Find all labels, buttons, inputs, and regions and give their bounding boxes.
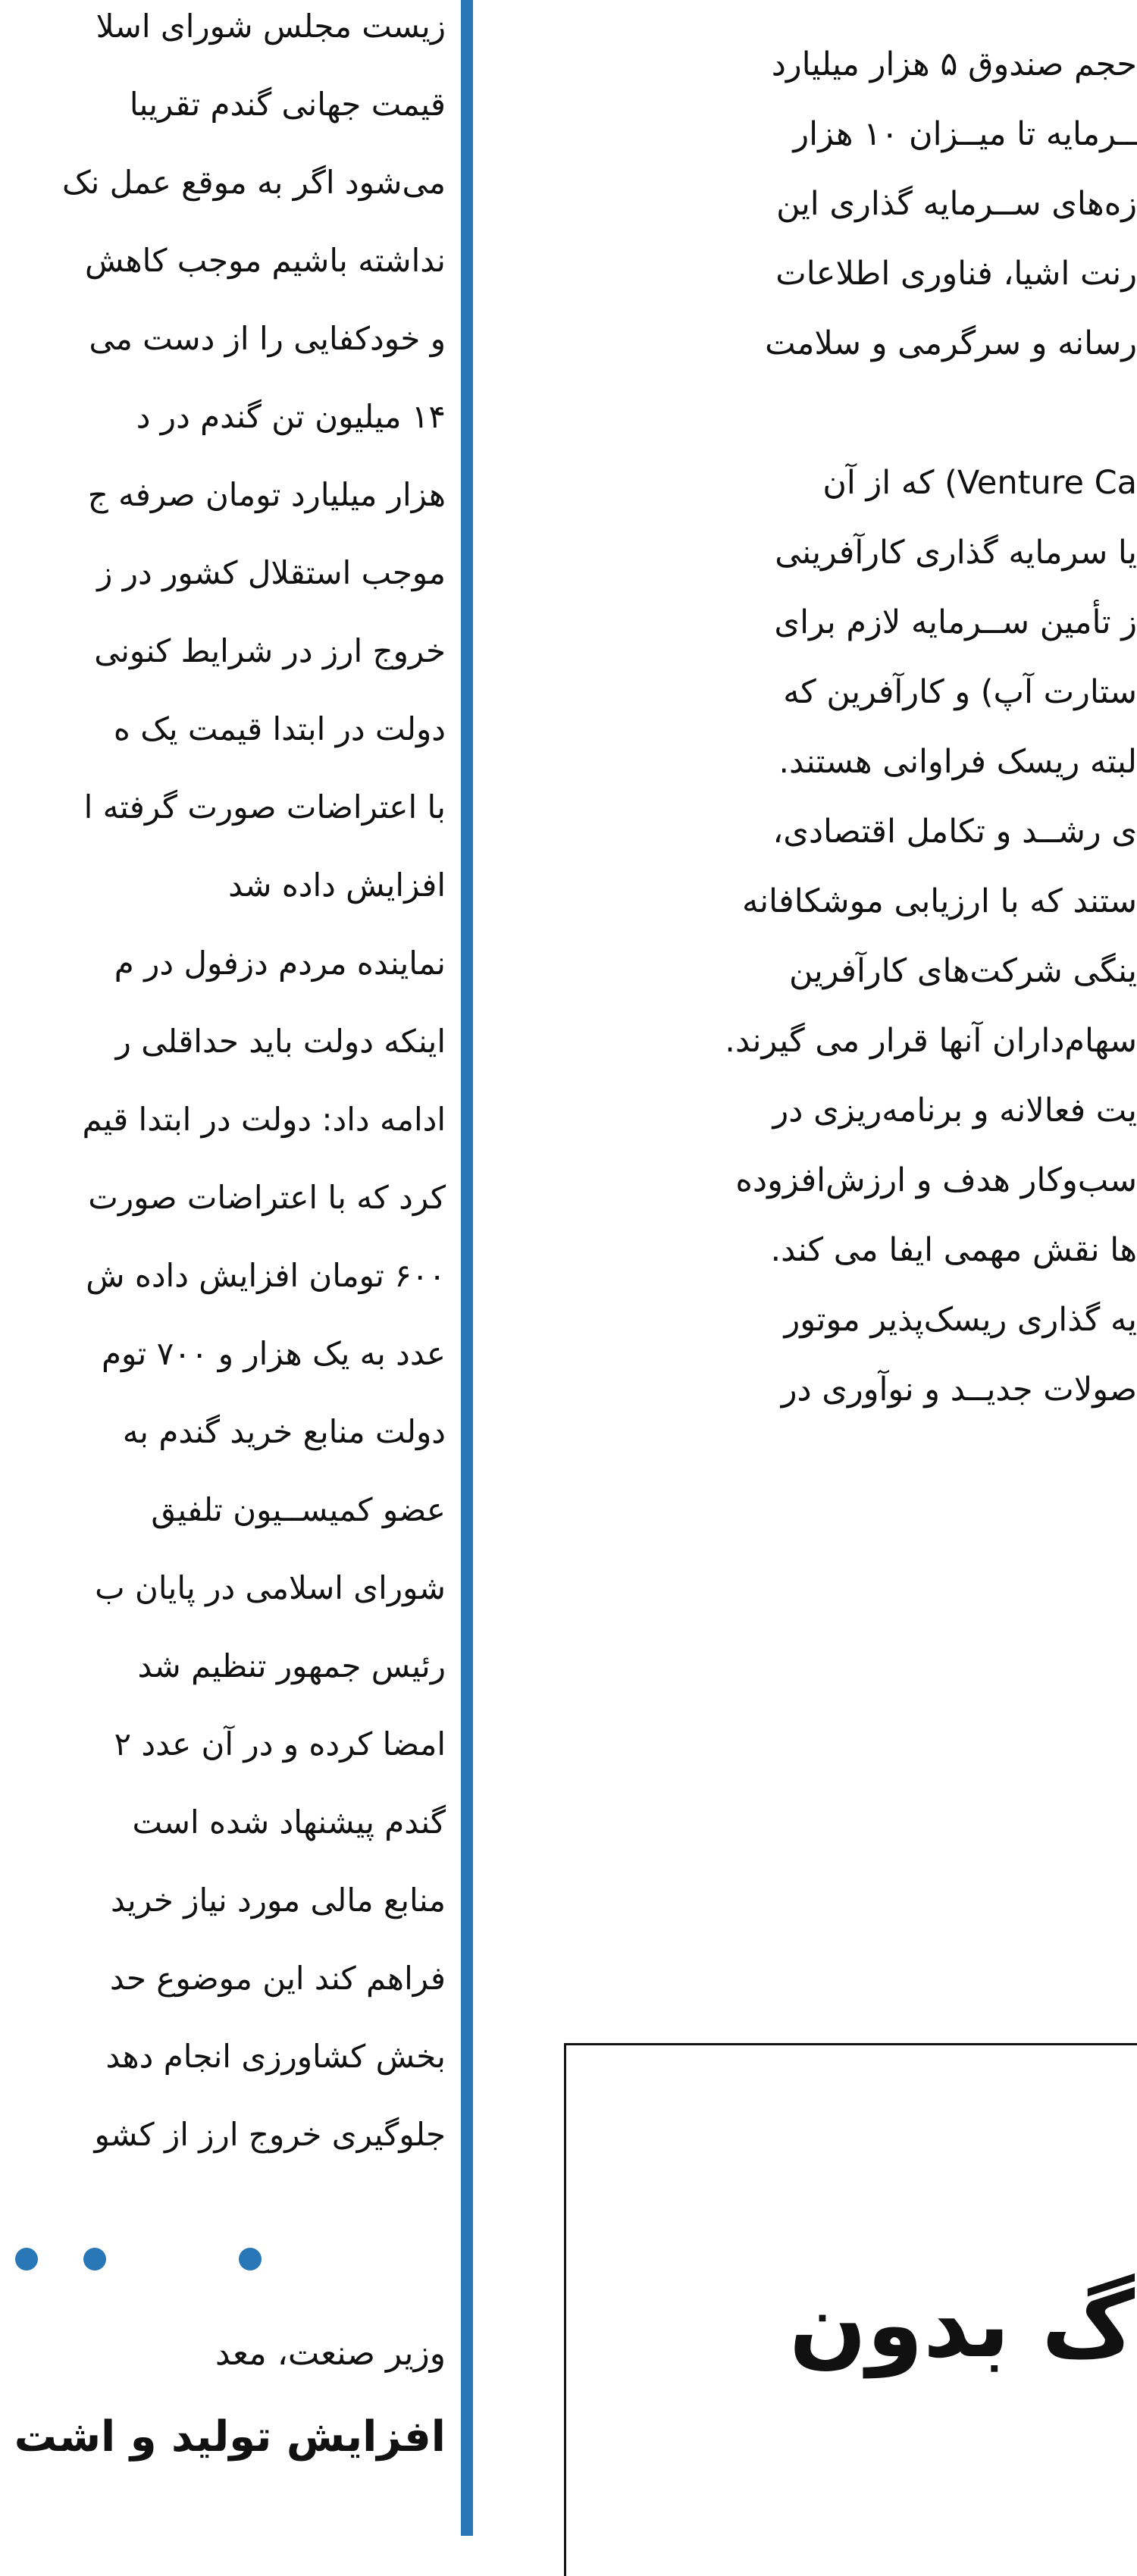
text-line: ی رشــد و تکامل اقتصادی، <box>772 813 1137 851</box>
text-line: ادامه داد: دولت در ابتدا قیم <box>82 1101 446 1138</box>
ad-title: گ بدون <box>788 2273 1135 2378</box>
text-line: رسانه و سرگرمی و سلامت <box>765 324 1137 362</box>
text-line: کرد که با اعتراضات صورت <box>88 1179 446 1216</box>
news-subhead: وزیر صنعت، معد <box>215 2334 446 2373</box>
text-line: امضا کرده و در آن عدد ۲ <box>114 1725 446 1763</box>
text-line: سهام‌داران آنها قرار می گیرند. <box>725 1022 1137 1060</box>
text-line: با اعتراضات صورت گرفته ا <box>83 788 446 826</box>
text-line: حجم صندوق ۵ هزار میلیارد <box>771 45 1137 83</box>
text-line: صولات جدیــد و نوآوری در <box>781 1371 1137 1409</box>
text-line: ستند که با ارزیابی موشکافانه <box>742 882 1137 920</box>
separator-dot <box>239 2248 262 2270</box>
text-line: گندم پیشنهاد شده است <box>132 1804 446 1841</box>
text-line: و خودکفایی را از دست می <box>89 320 446 357</box>
text-line: ستارت آپ) و کارآفرین که <box>783 673 1137 711</box>
text-line: هزار میلیارد تومان صرفه ج <box>87 476 446 513</box>
text-line: عضو کمیســیون تلفیق <box>151 1491 446 1528</box>
text-line: دولت در ابتدا قیمت یک ه <box>113 710 446 747</box>
text-line: خروج ارز در شرایط کنونی <box>94 632 446 669</box>
separator-dots <box>0 2248 446 2293</box>
text-line: عدد به یک هزار و ۷۰۰ توم <box>101 1335 446 1372</box>
text-line: ۶۰۰ تومان افزایش داده ش <box>86 1257 446 1294</box>
advertisement-box <box>564 2043 1137 2576</box>
text-line: رنت اشیا، فناوری اطلاعات <box>775 255 1137 293</box>
text-line: می‌شود اگر به موقع عمل نک <box>62 164 446 201</box>
text-line: Venture Ca) که از آن <box>822 464 1137 502</box>
text-line: ینگی شرکت‌های کارآفرین <box>788 952 1137 990</box>
left-news-column <box>0 0 446 2536</box>
text-line: نداشته باشیم موجب کاهش <box>84 242 446 279</box>
text-line: یا سرمایه گذاری کارآفرینی <box>775 534 1137 572</box>
text-line: موجب استقلال کشور در ز <box>97 554 446 591</box>
column-divider <box>461 0 473 2536</box>
news-headline: افزایش تولید و اشت <box>14 2412 446 2462</box>
text-line: فراهم کند این موضوع حد <box>109 1960 446 1997</box>
text-line: قیمت جهانی گندم تقریبا <box>129 86 446 123</box>
text-line: ها نقش مهمی ایفا می کند. <box>770 1231 1137 1269</box>
text-line: اینکه دولت باید حداقلی ر <box>115 1023 446 1060</box>
text-line: منابع مالی مورد نیاز خرید <box>110 1882 446 1919</box>
separator-dot <box>15 2248 38 2270</box>
text-line: رئیس جمهور تنظیم شد <box>137 1647 446 1684</box>
text-line: جلوگیری خروج ارز از کشو <box>94 2116 446 2153</box>
text-line: سب‌وکار هدف و ارزش‌افزوده <box>735 1161 1137 1199</box>
text-line: ۱۴ میلیون تن گندم در د <box>136 398 446 435</box>
text-line: ز تأمین ســرمایه لازم برای <box>774 603 1137 641</box>
text-line: دولت منابع خرید گندم به <box>122 1413 446 1450</box>
text-line: افزایش داده شد <box>228 867 446 904</box>
text-line: نماینده مردم دزفول در م <box>114 945 446 982</box>
text-line: زه‌های ســرمایه گذاری این <box>776 185 1137 223</box>
text-line: لبته ریسک فراوانی هستند. <box>778 743 1137 781</box>
text-line: یت فعالانه و برنامه‌ریزی در <box>772 1092 1137 1130</box>
text-line: زیست مجلس شورای اسلا <box>96 8 446 45</box>
separator-dot <box>83 2248 106 2270</box>
text-line: بخش کشاورزی انجام دهد <box>105 2038 446 2075</box>
text-line: یه گذاری ریسک‌پذیر موتور <box>784 1301 1137 1339</box>
text-line: ــرمایه تا میــزان ۱۰ هزار <box>793 115 1137 153</box>
text-line: شورای اسلامی در پایان ب <box>95 1569 446 1606</box>
